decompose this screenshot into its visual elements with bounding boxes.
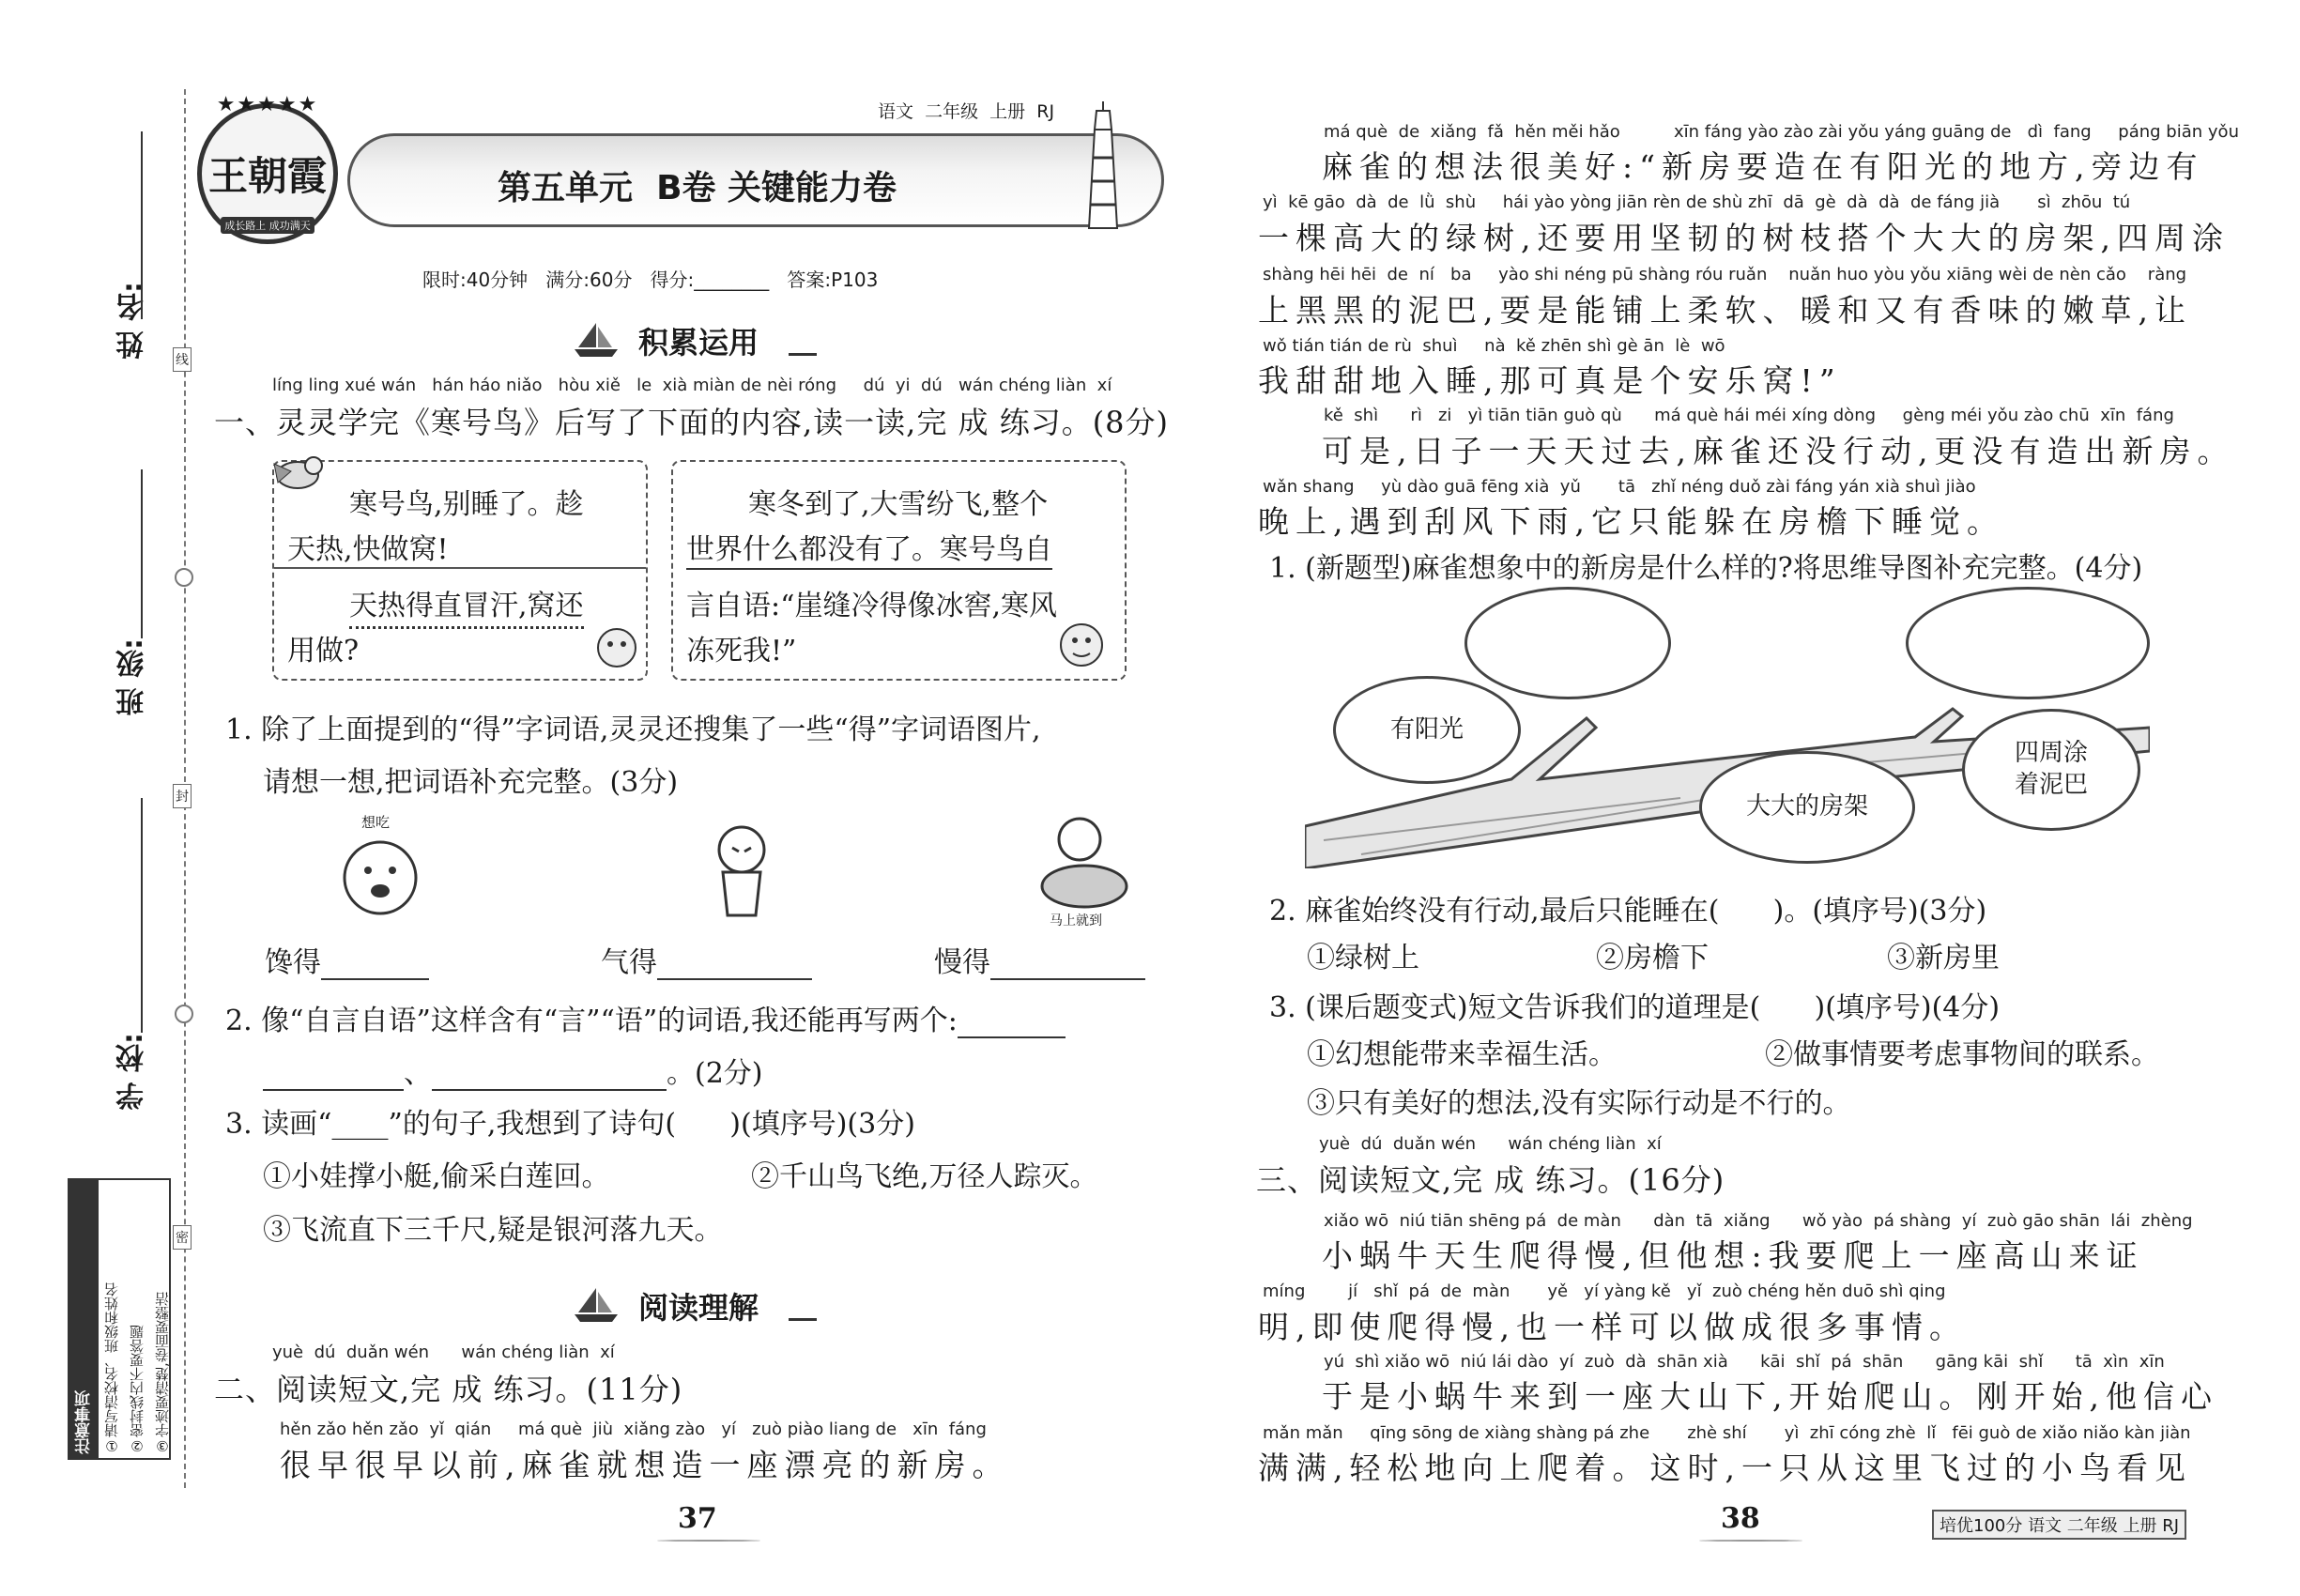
word-1-text: 馋得 xyxy=(265,946,321,979)
notes-item-2: ②密封线内不要答题 xyxy=(129,1325,146,1454)
r-l4-pinyin: wǒ tián tián de rù shuì nà kě zhēn shì gè ān lè wō xyxy=(1263,336,1725,356)
section-underline-1 xyxy=(789,353,817,356)
binding-word-mi: 密 xyxy=(173,1225,192,1250)
r-m4-text: 满满,轻松地向上爬着。这时,一只从这里飞过的小鸟看见 xyxy=(1258,1450,2192,1486)
binding-circle-2 xyxy=(175,1005,193,1023)
binding-word-feng: 封 xyxy=(173,784,192,808)
word-2 xyxy=(601,939,812,980)
notes-title: 注意事项 xyxy=(69,1180,99,1458)
q1-sub3-opt-1: ①小娃撑小艇,偷采白莲回。 xyxy=(263,1160,610,1193)
bubble-mud: 四周涂 着泥巴 xyxy=(1962,709,2140,831)
bubble-sunlight: 有阳光 xyxy=(1333,676,1521,784)
card-b-line-1: 寒冬到了,大雪纷飞,整个 xyxy=(748,488,1049,521)
q1-sub1: 1. 除了上面提到的“得”字词语,灵灵还搜集了一些“得”字词语图片, xyxy=(225,714,1041,746)
animal-icon xyxy=(584,620,650,676)
page-number-right: 38 xyxy=(1721,1502,1760,1535)
card-b-line-3: 言自语:“崖缝冷得像冰窖,寒风 xyxy=(686,590,1057,622)
r-q1: 1. (新题型)麻雀想象中的新房是什么样的?将思维导图补充完整。(4分) xyxy=(1269,552,2143,585)
r-m3-pinyin: yú shì xiǎo wō niú lái dào yí zuò dà shān xià kāi shǐ pá shān gāng kāi shǐ tā xìn xīn xyxy=(1324,1352,2165,1372)
picture-2 xyxy=(690,812,793,925)
card-a-line-3-text: 天热得直冒汗,窝还 xyxy=(349,590,584,629)
word-3-text: 慢得 xyxy=(934,946,990,979)
r-q3-opt-1: ①幻想能带来幸福生活。 xyxy=(1307,1038,1617,1071)
word-1 xyxy=(265,939,429,980)
card-a-line-2: 天热,快做窝! xyxy=(287,533,449,566)
card-a xyxy=(272,460,648,681)
section-heading-1 xyxy=(573,319,817,361)
brand-logo xyxy=(197,93,338,244)
r-l3-text: 上黑黑的泥巴,要是能铺上柔软、暖和又有香味的嫩草,让 xyxy=(1258,292,2192,329)
r-l6-text: 晚上,遇到刮风下雨,它只能躲在房檐下睡觉。 xyxy=(1258,503,2004,540)
card-a-divider xyxy=(274,567,646,569)
q1-sub2-b xyxy=(263,1050,763,1091)
bird-icon xyxy=(265,445,330,501)
q1-sub2-text: 2. 像“自言自语”这样含有“言”“语”的词语,我还能再写两个: xyxy=(225,1005,958,1037)
r-m1-text: 小蜗牛天生爬得慢,但他想:我要爬上一座高山来证 xyxy=(1322,1237,2144,1274)
word-3-blank[interactable] xyxy=(990,952,1145,980)
section-heading-2 xyxy=(573,1284,817,1326)
binding-circle-1 xyxy=(175,568,193,587)
q1-sub2-end: 。(2分) xyxy=(667,1057,763,1090)
q1-sub3: 3. 读画“____”的句子,我想到了诗句( )(填序号)(3分) xyxy=(225,1108,915,1141)
picture-3 xyxy=(1023,809,1145,931)
brand-slogan: 成长路上 成功满天 xyxy=(221,217,314,234)
page-number-right-ornament xyxy=(1699,1540,1802,1542)
q1-sub2-blank-3[interactable] xyxy=(432,1063,667,1091)
q1-sub3-opt-3: ③飞流直下三千尺,疑是银河落九天。 xyxy=(263,1214,723,1247)
r-q3-opt-3: ③只有美好的想法,没有实际行动是不行的。 xyxy=(1307,1087,1851,1120)
r-q2: 2. 麻雀始终没有行动,最后只能睡在( )。(填序号)(3分) xyxy=(1269,895,1987,928)
page-number-left: 37 xyxy=(678,1502,717,1535)
r-l2-pinyin: yì kē gāo dà de lǜ shù hái yào yòng jiān rèn de shù zhī dā gè dà dà de fáng jià sì zhōu tú xyxy=(1263,192,2131,212)
q2-pinyin: yuè dú duǎn wén wán chéng liàn xí xyxy=(272,1343,615,1362)
binding-class-line xyxy=(141,469,143,638)
binding-school-line xyxy=(141,798,143,1033)
binding-class-label: 班 级: xyxy=(116,638,149,716)
q1-sub3-opt-2: ②千山鸟飞绝,万径人踪灭。 xyxy=(751,1160,1098,1193)
r-q3: 3. (课后题变式)短文告诉我们的道理是( )(填序号)(4分) xyxy=(1269,991,2001,1024)
q1-pinyin: líng ling xué wán hán háo niǎo hòu xiě le xià miàn de nèi róng dú yi dú wán chéng liàn xí xyxy=(272,376,1112,395)
r-q2-opt-3: ③新房里 xyxy=(1887,942,2000,974)
q1-sub2 xyxy=(225,997,1066,1038)
q1-sub2-sep: 、 xyxy=(404,1057,432,1090)
r-m4-pinyin: mǎn mǎn qīng sōng de xiàng shàng pá zhe zhè shí yì zhī cóng zhè lǐ fēi guò de xiǎo niǎo kàn jiàn xyxy=(1263,1423,2191,1443)
notes-item-3: ③字迹要清楚,卷面要整洁 xyxy=(154,1292,171,1454)
p1-text: 很早很早以前,麻雀就想造一座漂亮的新房。 xyxy=(280,1447,1010,1483)
r-l1-pinyin: má què de xiǎng fǎ hěn měi hǎo xīn fáng yào zào zài yǒu yáng guāng de dì fang páng biān yǒu xyxy=(1324,122,2239,142)
r-q3-opt-2: ②做事情要考虑事物间的联系。 xyxy=(1765,1038,2159,1071)
picture-1 xyxy=(324,812,437,925)
binding-word-xian: 线 xyxy=(173,347,192,372)
q1-sub2-blank-2[interactable] xyxy=(263,1063,404,1091)
binding-school-label: 学 校: xyxy=(116,1033,149,1111)
bubble-frame: 大大的房架 xyxy=(1699,751,1915,864)
picture-1-label: 想吃 xyxy=(361,814,391,831)
binding-name-line xyxy=(141,131,143,319)
page-title: 第五单元 B卷 关键能力卷 xyxy=(498,169,897,207)
r-l5-text: 可是,日子一天天过去,麻雀还没行动,更没有造出新房。 xyxy=(1322,433,2235,469)
boat-icon xyxy=(573,1286,620,1324)
boat-icon xyxy=(573,321,620,359)
r-m2-pinyin: míng jí shǐ pá de màn yě yí yàng kě yǐ zuò chéng hěn duō shì qing xyxy=(1263,1281,1946,1301)
r-l6-pinyin: wǎn shang yù dào guā fēng xià yǔ tā zhǐ néng duǒ zài fáng yán xià shuì jiào xyxy=(1263,477,1976,497)
word-3 xyxy=(934,939,1145,980)
r-l3-pinyin: shàng hēi hēi de ní ba yào shi néng pū shàng róu ruǎn nuǎn huo yòu yǒu xiāng wèi de nèn cǎo ràng xyxy=(1263,265,2187,284)
card-b xyxy=(671,460,1127,681)
q1-title: 一、灵灵学完《寒号鸟》后写了下面的内容,读一读,完 成 练习。(8分) xyxy=(214,405,1170,440)
bubble-empty-1[interactable] xyxy=(1464,587,1671,699)
r-m3-text: 于是小蜗牛来到一座大山下,开始爬山。刚开始,他信心 xyxy=(1322,1378,2218,1415)
r-q2-opt-2: ②房檐下 xyxy=(1596,942,1709,974)
section-title-1: 积累运用 xyxy=(638,325,759,361)
r-q2-opt-1: ①绿树上 xyxy=(1307,942,1419,974)
r-l2-text: 一棵高大的绿树,还要用坚韧的树枝搭个大大的房架,四周涂 xyxy=(1258,220,2230,256)
card-a-line-1: 寒号鸟,别睡了。趁 xyxy=(349,488,584,521)
word-1-blank[interactable] xyxy=(321,952,429,980)
notes-box xyxy=(68,1178,171,1460)
r-q3-title-pinyin: yuè dú duǎn wén wán chéng liàn xí xyxy=(1319,1134,1662,1154)
section-title-2: 阅读理解 xyxy=(638,1290,759,1326)
q2-title: 二、阅读短文,完 成 练习。(11分) xyxy=(214,1372,683,1407)
card-b-line-2-text: 世界什么都没有了。寒号鸟自 xyxy=(686,533,1052,570)
r-l1-text: 麻雀的想法很美好:“新房要造在有阳光的地方,旁边有 xyxy=(1322,148,2204,185)
r-l4-text: 我甜甜地入睡,那可真是个安乐窝!” xyxy=(1258,362,1842,399)
card-a-line-3 xyxy=(349,582,584,623)
r-l5-pinyin: kě shì rì zi yì tiān tiān guò qù má què hái méi xíng dòng gèng méi yǒu zào chū xīn fáng xyxy=(1324,406,2174,425)
card-b-line-2 xyxy=(686,526,1052,567)
word-2-blank[interactable] xyxy=(657,952,812,980)
q1-sub1-b: 请想一想,把词语补充完整。(3分) xyxy=(263,766,679,799)
header-meta: 语文 二年级 上册 RJ xyxy=(878,101,1055,122)
notes-item-1: ①请写清校名、班级和姓名 xyxy=(103,1282,120,1454)
q1-sub2-blank-1[interactable] xyxy=(958,1010,1066,1038)
lighthouse-icon xyxy=(1080,101,1127,233)
r-m2-text: 明,即使爬得慢,也一样可以做成很多事情。 xyxy=(1258,1309,1967,1345)
footer-tag: 培优100分 语文 二年级 上册 RJ xyxy=(1932,1510,2186,1540)
card-b-line-4: 冻死我!” xyxy=(686,635,797,668)
card-a-line-4: 用做? xyxy=(287,635,360,668)
r-m1-pinyin: xiǎo wō niú tiān shēng pá de màn dàn tā xiǎng wǒ yào pá shàng yí zuò gāo shān lái zhèng xyxy=(1324,1211,2193,1231)
brand-logo-stars: ★★★★★ xyxy=(216,93,319,116)
cartoon-icon xyxy=(1049,612,1114,678)
test-info: 限时:40分钟 满分:60分 得分:________ 答案:P103 xyxy=(422,269,879,291)
binding-name-label: 姓 名: xyxy=(116,282,149,360)
section-underline-2 xyxy=(789,1318,817,1321)
r-q3-title: 三、阅读短文,完 成 练习。(16分) xyxy=(1256,1162,1725,1198)
p1-pinyin: hěn zǎo hěn zǎo yǐ qián má què jiù xiǎng zào yí zuò piào liang de xīn fáng xyxy=(280,1420,987,1439)
bubble-empty-2[interactable] xyxy=(1906,587,2150,699)
word-2-text: 气得 xyxy=(601,946,657,979)
brand-name: 王朝霞 xyxy=(207,153,327,199)
picture-3-label: 马上就到 xyxy=(1050,913,1102,928)
mind-map xyxy=(1305,587,2150,868)
page-number-left-ornament xyxy=(657,1540,760,1542)
